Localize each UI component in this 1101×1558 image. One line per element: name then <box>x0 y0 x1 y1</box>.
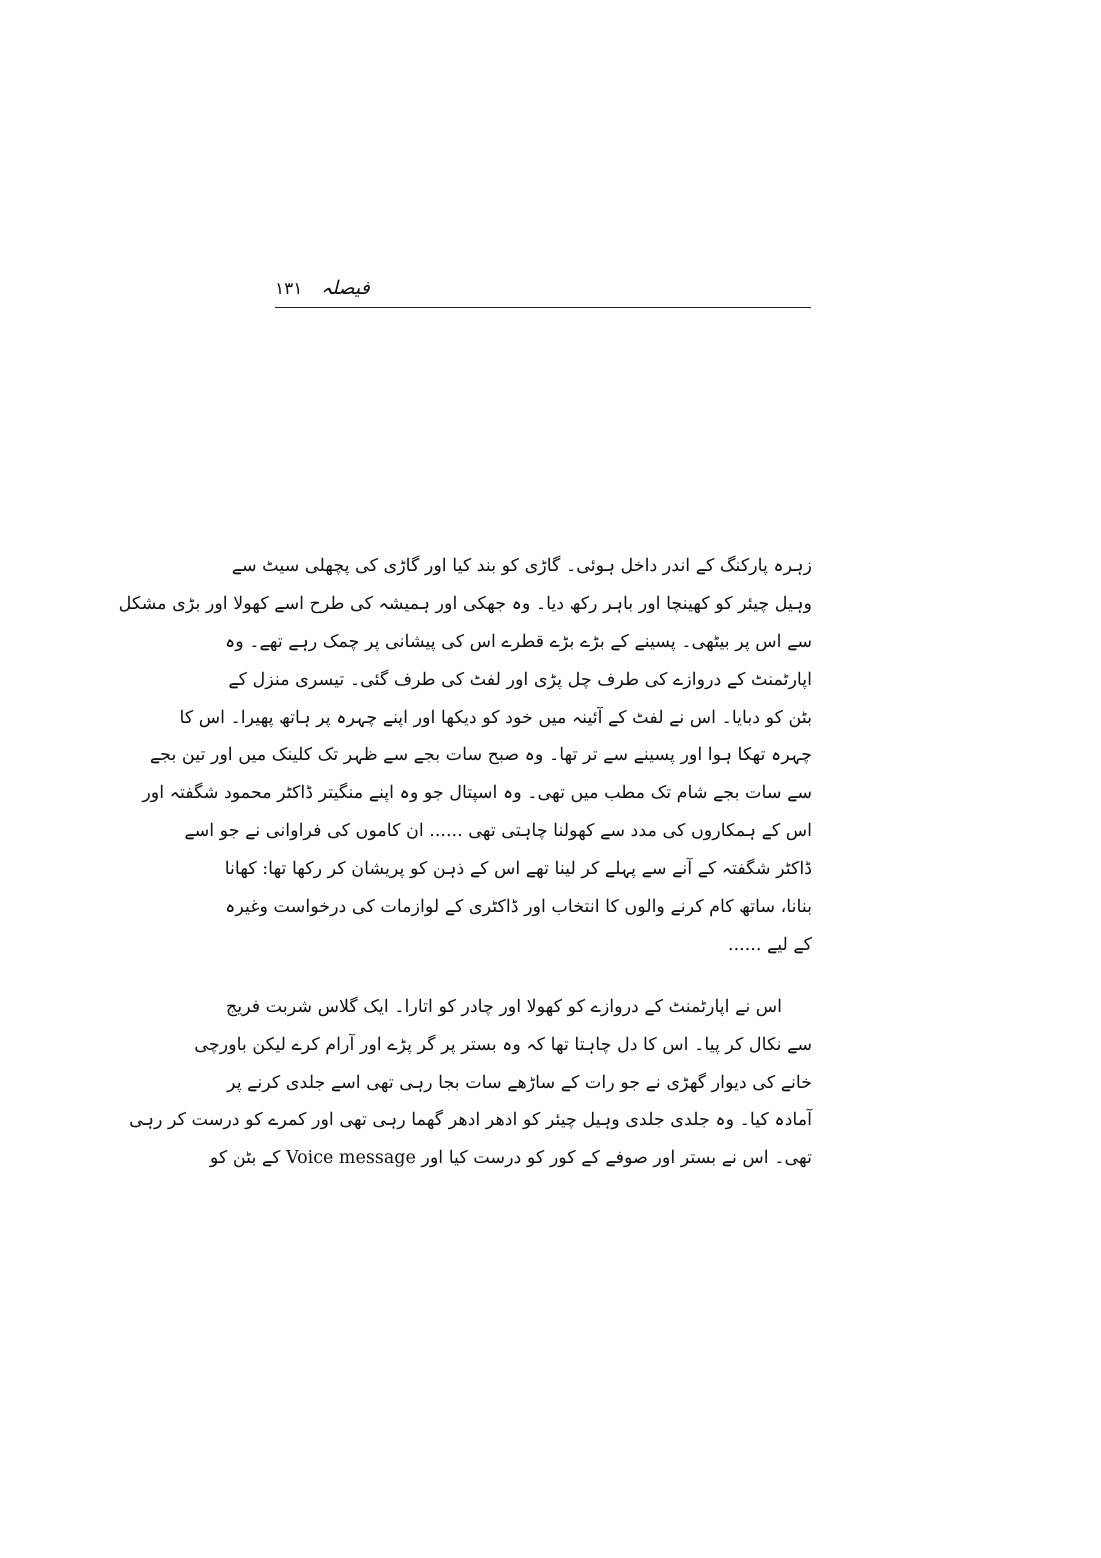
text-line: سے نکال کر پیا۔ اس کا دل چاہتا تھا کہ وہ بستر پر گر پڑے اور آرام کرے لیکن باورچی <box>194 1034 812 1055</box>
text-line: آمادہ کیا۔ وہ جلدی جلدی وہیل چیئر کو ادھر ادھر گھما رہی تھی اور کمرے کو درست کر رہی <box>129 1110 812 1131</box>
text-line: ڈاکٹر شگفتہ کے آنے سے پہلے کر لینا تھے اس کے ذہن کو پریشان کر رکھا تھا: کھانا <box>224 859 812 880</box>
text-line: بنانا، ساتھ کام کرنے والوں کا انتخاب اور ڈاکٹری کے لوازمات کی درخواست وغیرہ <box>225 897 812 918</box>
paragraph-2 <box>129 989 812 1178</box>
text-line: چہرہ تھکا ہوا اور پسینے سے تر تھا۔ وہ صبح سات بجے سے ظہر تک کلینک میں اور تین بجے <box>149 745 812 766</box>
text-line: خانے کی دیوار گھڑی نے جو رات کے ساڑھے سات بجا رہی تھی اسے جلدی کرنے پر <box>227 1072 812 1093</box>
text-line: اس نے اپارٹمنٹ کے دروازے کو کھولا اور چادر کو اتارا۔ ایک گلاس شربت فریج <box>225 996 782 1017</box>
text-line: بٹن کو دبایا۔ اس نے لفٹ کے آئینہ میں خود کو دیکھا اور اپنے چہرہ پر ہاتھ پھیرا۔ اس کا <box>179 707 812 728</box>
text-line: سے اس پر بیٹھی۔ پسینے کے بڑے بڑے قطرے اس کی پیشانی پر چمک رہے تھے۔ وہ <box>224 631 812 652</box>
text-line: وہیل چیئر کو کھینچا اور باہر رکھ دیا۔ وہ جھکی اور ہمیشہ کی طرح اسے کھولا اور بڑی مشکل <box>118 593 812 614</box>
text-line: اس کے ہمکاروں کی مدد سے کھولنا چاہتی تھی ...... ان کاموں کی فراوانی نے جو اسے <box>184 821 812 842</box>
body-text <box>118 548 812 1178</box>
page-number: ۱۳۱ <box>275 279 303 299</box>
text-line: زہرہ پارکنگ کے اندر داخل ہوئی۔ گاڑی کو بند کیا اور گاڑی کی پچھلی سیٹ سے <box>231 556 812 576</box>
text-line: سے سات بجے شام تک مطب میں تھی۔ وہ اسپتال جو وہ اپنے منگیتر ڈاکٹر محمود شگفتہ اور <box>142 783 812 804</box>
header-title: فیصلہ <box>321 277 370 299</box>
text-line: اپارٹمنٹ کے دروازے کی طرف چل پڑی اور لفٹ کی طرف گئی۔ تیسری منزل کے <box>228 669 812 690</box>
paragraph-1 <box>118 548 812 965</box>
text-line: تھی۔ اس نے بستر اور صوفے کے کور کو درست کیا اور Voice message کے بٹن کو <box>209 1148 812 1169</box>
text-line: کے لیے ...... <box>728 934 812 955</box>
running-header <box>275 277 811 308</box>
